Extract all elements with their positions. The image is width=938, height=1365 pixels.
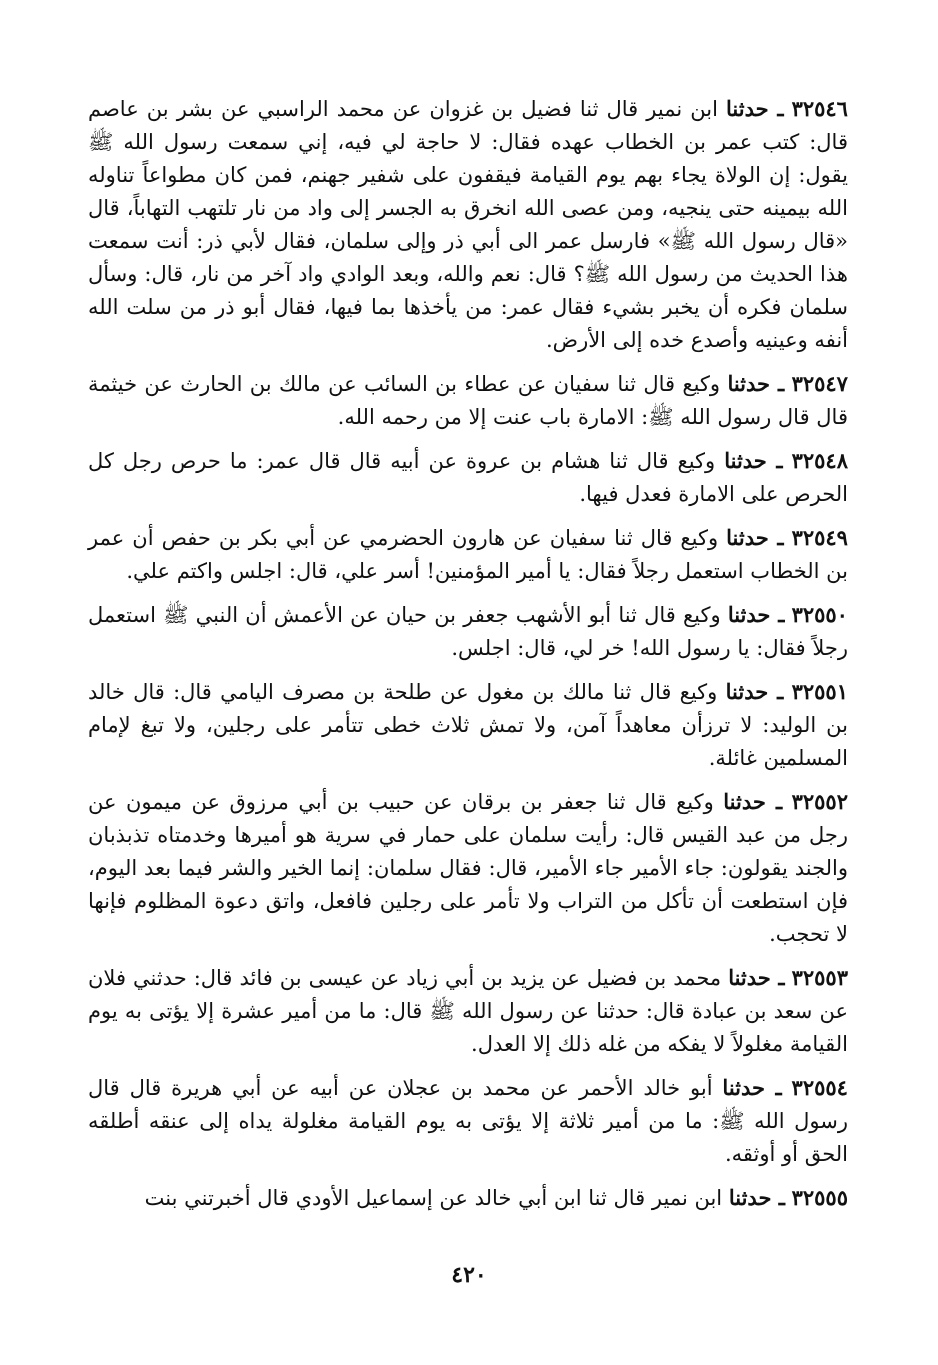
hadith-entry bbox=[88, 598, 848, 665]
hadith-lead: ـ حدثنا bbox=[724, 448, 783, 473]
hadith-lead: ـ حدثنا bbox=[727, 602, 785, 627]
hadith-entry bbox=[88, 521, 848, 588]
hadith-entry bbox=[88, 675, 848, 775]
hadith-lead: ـ حدثنا bbox=[725, 679, 784, 704]
hadith-number: ٣٢٥٥٠ bbox=[791, 602, 848, 627]
hadith-text: وكيع قال ثنا سفيان عن هارون الحضرمي عن أبي بكر بن حفص أن عمر بن الخطاب استعمل رجلاً فقال: يا أمير المؤمنين! أسر علي، قال: اجلس واكتم علي. bbox=[88, 526, 848, 583]
hadith-text: وكيع قال ثنا سفيان عن عطاء بن السائب عن مالك بن الحارث عن خيثمة قال قال رسول الله ﷺ: الامارة باب عنت إلا من رحمه الله. bbox=[88, 372, 848, 429]
page-content bbox=[88, 92, 848, 1225]
hadith-lead: ـ حدثنا bbox=[722, 1075, 782, 1100]
hadith-number: ٣٢٥٥١ bbox=[791, 679, 848, 704]
hadith-entry bbox=[88, 444, 848, 511]
hadith-text: وكيع قال ثنا مالك بن مغول عن طلحة بن مصرف اليامي قال: قال خالد بن الوليد: لا ترزأن معاهداً آمن، ولا تمش ثلاث خطى تتأمر على رجلين، ولا تبغ لإمام المسلمين غائلة. bbox=[88, 680, 848, 770]
hadith-entry bbox=[88, 1181, 848, 1215]
hadith-entry bbox=[88, 367, 848, 434]
hadith-lead: ـ حدثنا bbox=[723, 789, 783, 814]
hadith-number: ٣٢٥٤٨ bbox=[791, 448, 848, 473]
hadith-text: محمد بن فضيل عن يزيد بن أبي زياد عن عيسى بن فائد قال: حدثني فلان عن سعد بن عبادة قال: حدثنا عن رسول الله ﷺ قال: ما من أمير عشرة إلا يؤتى به يوم القيامة مغلولاً لا يفكه من غله ذلك إلا العدل. bbox=[88, 966, 848, 1056]
hadith-text: أبو خالد الأحمر عن محمد بن عجلان عن أبيه عن أبي هريرة قال قال رسول الله ﷺ: ما من أمير ثلاثة إلا يؤتى به يوم القيامة مغلولة يداه إلى عنقه أطلقه الحق أو أوثقه. bbox=[88, 1076, 848, 1166]
hadith-entry bbox=[88, 961, 848, 1061]
hadith-entry bbox=[88, 785, 848, 951]
page-number: ٤٢٠ bbox=[451, 1262, 487, 1288]
hadith-text: ابن نمير قال ثنا فضيل بن غزوان عن محمد الراسبي عن بشر بن عاصم قال: كتب عمر بن الخطاب عهده فقال: لا حاجة لي فيه، إني سمعت رسول الله ﷺ يقول: إن الولاة يجاء بهم يوم القيامة فيقفون على شفير جهنم، فمن كان مطواعاً تناوله الله بيمينه حتى ينجيه، ومن عصى الله انخرق به الجسر إلى واد من نار تلتهب التهاباً، قال «قال رسول الله ﷺ» فارسل عمر الى أبي ذر وإلى سلمان، فقال لأبي ذر: أنت سمعت هذا الحديث من رسول الله ﷺ؟ قال: نعم والله، وبعد الوادي واد آخر من نار، قال: وسأل سلمان فكره أن يخبر بشيء فقال عمر: من يأخذها بما فيها، فقال أبو ذر من سلت الله أنفه وعينيه وأصدع خده إلى الأرض. bbox=[88, 97, 848, 352]
hadith-number: ٣٢٥٥٣ bbox=[791, 965, 848, 990]
hadith-text: وكيع قال ثنا هشام بن عروة عن أبيه قال قال عمر: ما حرص رجل كل الحرص على الامارة فعدل فيها. bbox=[88, 449, 848, 506]
hadith-number: ٣٢٥٥٥ bbox=[791, 1185, 848, 1210]
hadith-text: ابن نمير قال ثنا ابن أبي خالد عن إسماعيل الأودي قال أخبرتني بنت bbox=[144, 1186, 723, 1210]
hadith-entry bbox=[88, 92, 848, 357]
hadith-number: ٣٢٥٤٩ bbox=[791, 525, 848, 550]
hadith-number: ٣٢٥٤٧ bbox=[791, 371, 848, 396]
hadith-lead: ـ حدثنا bbox=[728, 1185, 785, 1210]
hadith-entry bbox=[88, 1071, 848, 1171]
hadith-lead: ـ حدثنا bbox=[728, 965, 785, 990]
hadith-text: وكيع قال ثنا أبو الأشهب جعفر بن حيان عن الأعمش أن النبي ﷺ استعمل رجلاً فقال: يا رسول الله! خر لي، قال: اجلس. bbox=[88, 603, 848, 660]
hadith-number: ٣٢٥٤٦ bbox=[791, 96, 848, 121]
hadith-lead: ـ حدثنا bbox=[726, 96, 784, 121]
hadith-text: وكيع قال ثنا جعفر بن برقان عن حبيب بن أبي مرزوق عن ميمون عن رجل من عبد القيس قال: رأيت سلمان على حمار في سرية هو أميرها وخدمتاه تذبذبان والجند يقولون: جاء الأمير جاء الأمير، قال: فقال سلمان: إنما الخير والشر فيما بعد اليوم، فإن استطعت أن تأكل من التراب ولا تأمر على رجلين فافعل، واتق دعوة المظلوم فإنها لا تحجب. bbox=[88, 790, 848, 946]
hadith-number: ٣٢٥٥٢ bbox=[791, 789, 848, 814]
hadith-lead: ـ حدثنا bbox=[726, 525, 784, 550]
hadith-lead: ـ حدثنا bbox=[727, 371, 785, 396]
hadith-number: ٣٢٥٥٤ bbox=[791, 1075, 848, 1100]
